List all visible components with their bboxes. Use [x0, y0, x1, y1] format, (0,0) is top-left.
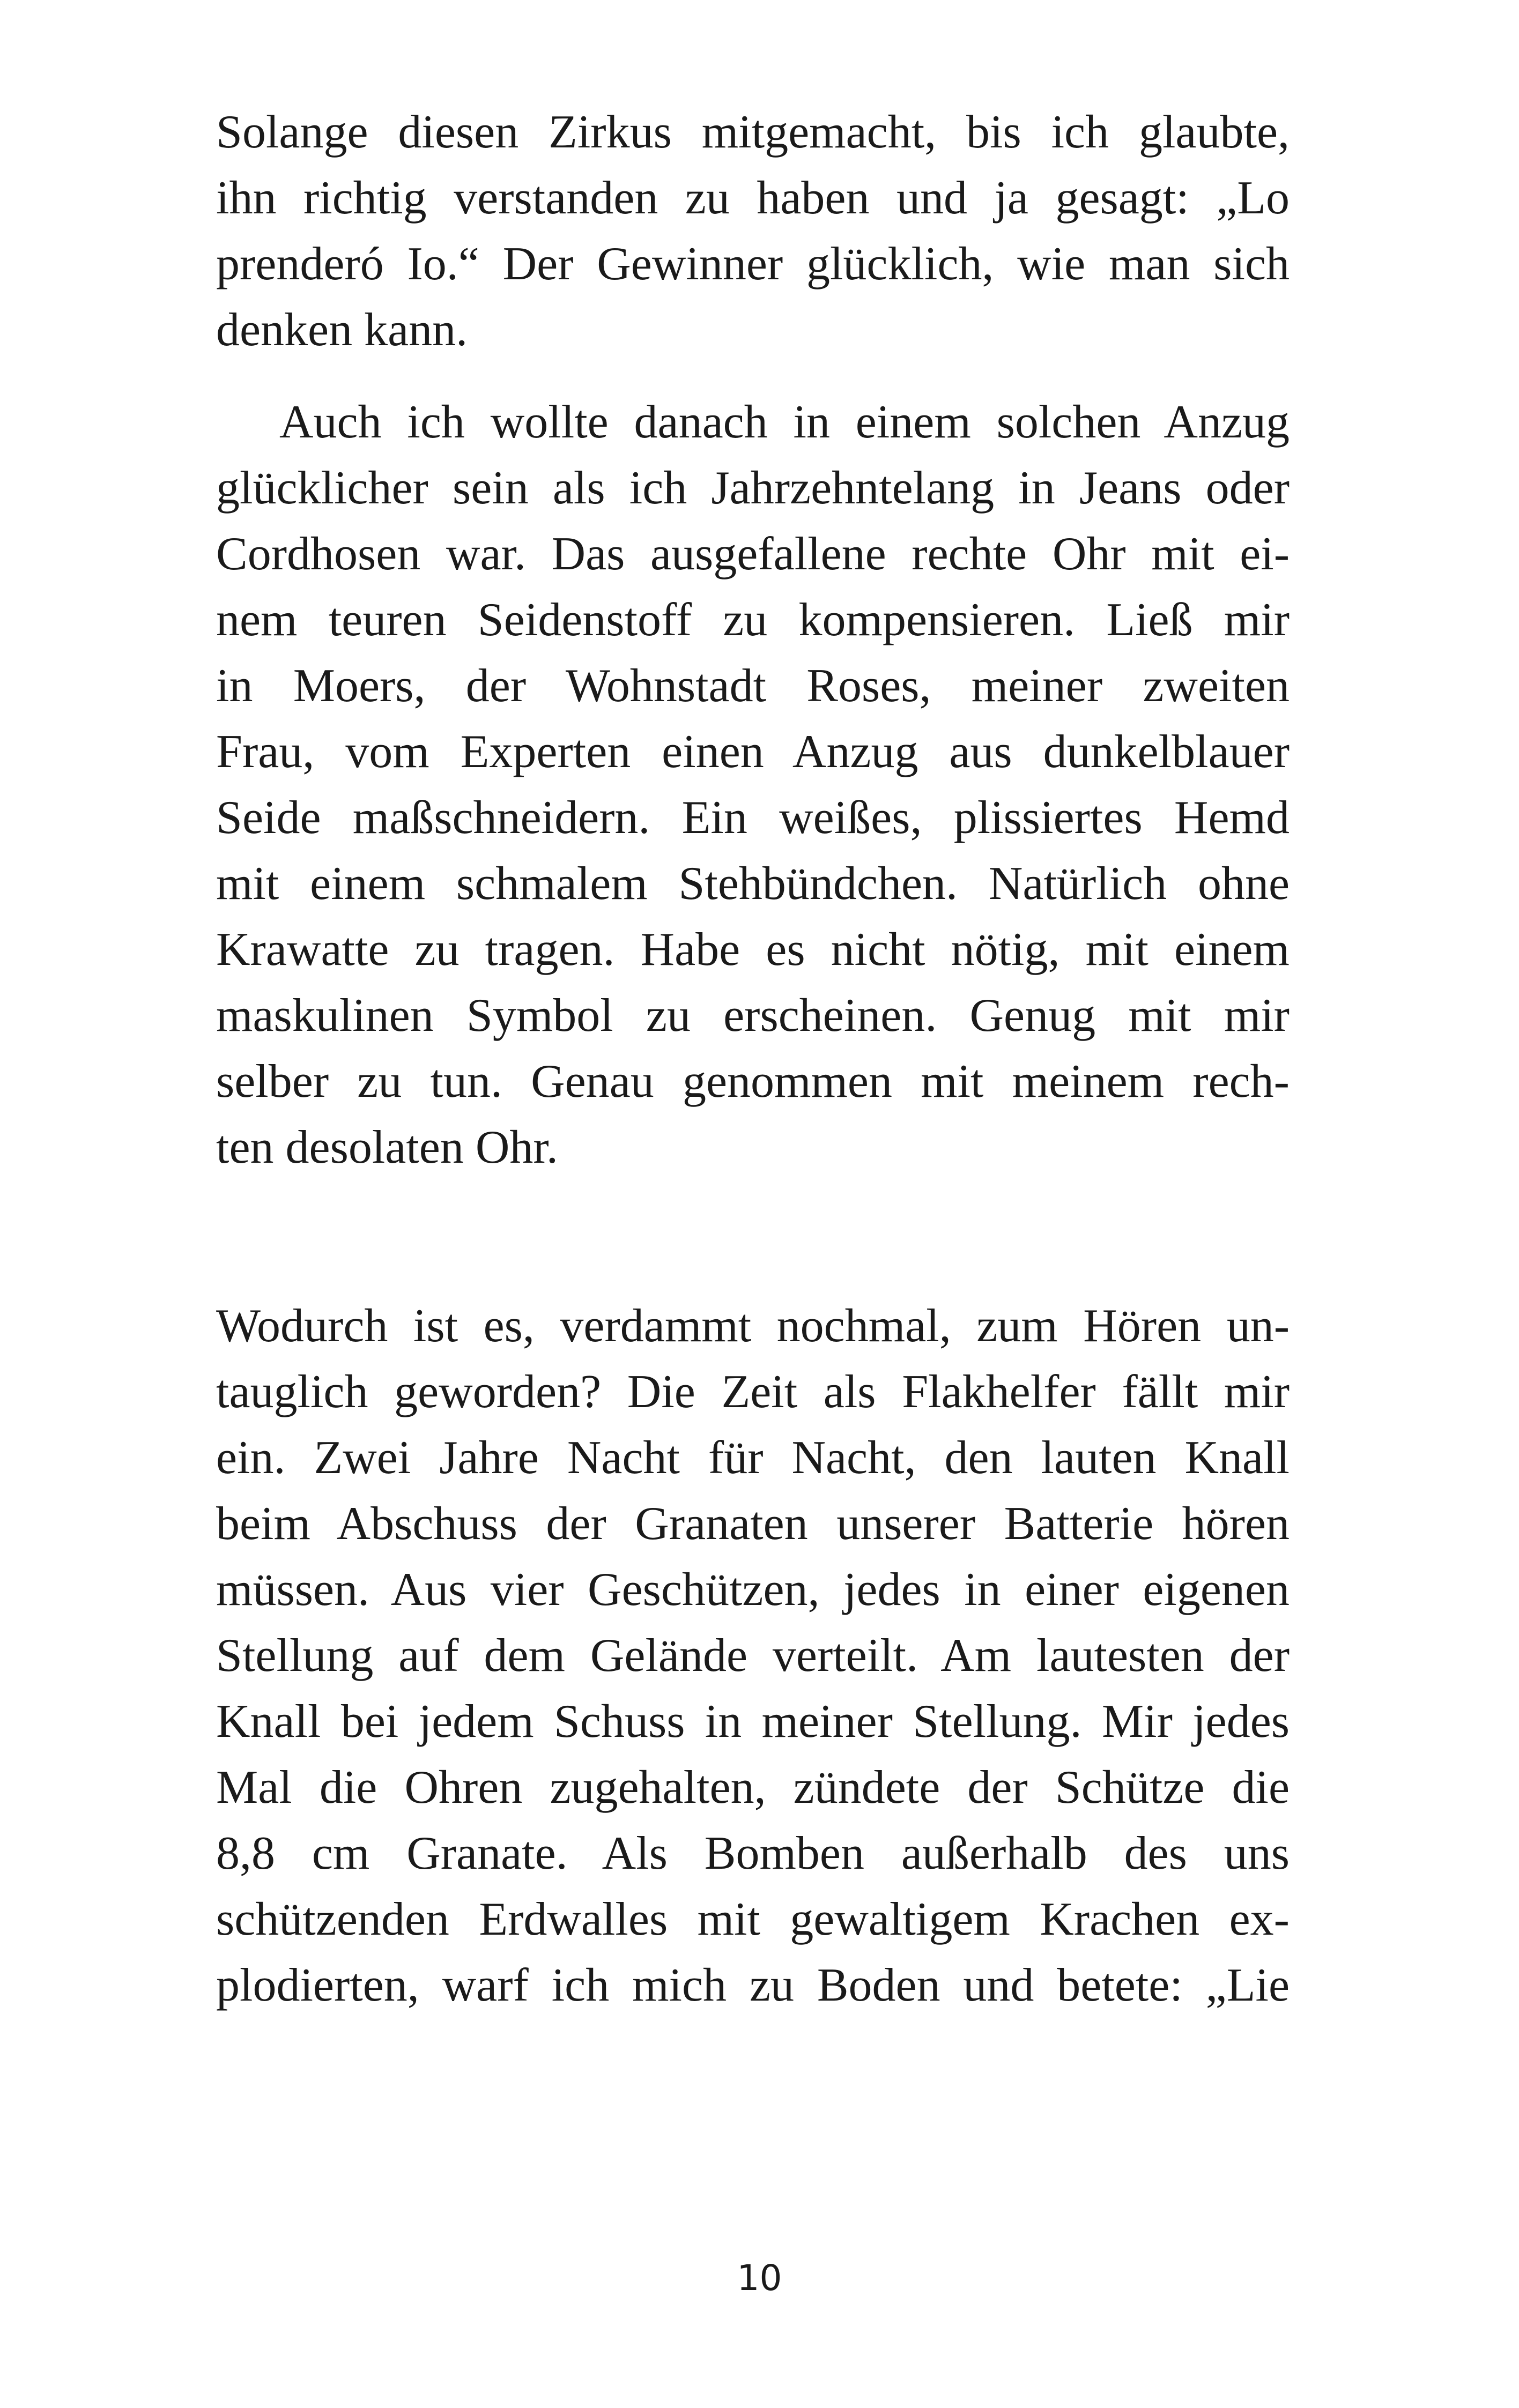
text-line: ihn richtig verstanden zu haben und ja gesagt: „Lo [216, 172, 1290, 224]
paragraph-1 [216, 99, 1290, 363]
text-line: ein. Zwei Jahre Nacht für Nacht, den lauten Knall [216, 1432, 1290, 1484]
text-line: maskulinen Symbol zu erscheinen. Genug mit mir [216, 990, 1290, 1042]
text-line: plodierten, warf ich mich zu Boden und betete: „Lie [216, 1959, 1290, 2011]
text-line: Krawatte zu tragen. Habe es nicht nötig, mit einem [216, 924, 1290, 976]
text-line: Cordhosen war. Das ausgefallene rechte Ohr mit ei- [216, 528, 1290, 580]
text-line: Seide maßschneidern. Ein weißes, plissiertes Hemd [216, 792, 1290, 844]
text-line: Knall bei jedem Schuss in meiner Stellung. Mir jedes [216, 1696, 1290, 1748]
text-line: glücklicher sein als ich Jahrzehntelang in Jeans oder [216, 462, 1290, 514]
paragraph-2 [216, 389, 1290, 1180]
text-line: tauglich geworden? Die Zeit als Flakhelfer fällt mir [216, 1366, 1290, 1418]
text-line: prenderó Io.“ Der Gewinner glücklich, wie man sich [216, 238, 1290, 290]
text-line: denken kann. [216, 304, 468, 356]
text-line: Mal die Ohren zugehalten, zündete der Schütze die [216, 1762, 1290, 1814]
page-number: 10 [737, 2257, 782, 2299]
text-line: Stellung auf dem Gelände verteilt. Am lautesten der [216, 1630, 1290, 1682]
text-line: selber zu tun. Genau genommen mit meinem rech- [216, 1056, 1290, 1108]
text-line: 8,8 cm Granate. Als Bomben außerhalb des uns [216, 1827, 1290, 1879]
text-line: schützenden Erdwalles mit gewaltigem Krachen ex- [216, 1893, 1290, 1945]
paragraph-3 [216, 1293, 1290, 2018]
text-line: beim Abschuss der Granaten unserer Batterie hören [216, 1498, 1290, 1550]
text-line: nem teuren Seidenstoff zu kompensieren. Ließ mir [216, 594, 1290, 646]
text-line: müssen. Aus vier Geschützen, jedes in einer eigenen [216, 1564, 1290, 1616]
text-line: Frau, vom Experten einen Anzug aus dunkelblauer [216, 726, 1290, 778]
text-line: mit einem schmalem Stehbündchen. Natürlich ohne [216, 858, 1290, 910]
text-line: Wodurch ist es, verdammt nochmal, zum Hören un- [216, 1300, 1290, 1352]
text-line: ten desolaten Ohr. [216, 1121, 558, 1173]
text-line: Solange diesen Zirkus mitgemacht, bis ich glaubte, [216, 106, 1290, 158]
text-line: Auch ich wollte danach in einem solchen Anzug [279, 396, 1290, 448]
text-line: in Moers, der Wohnstadt Roses, meiner zweiten [216, 660, 1290, 712]
